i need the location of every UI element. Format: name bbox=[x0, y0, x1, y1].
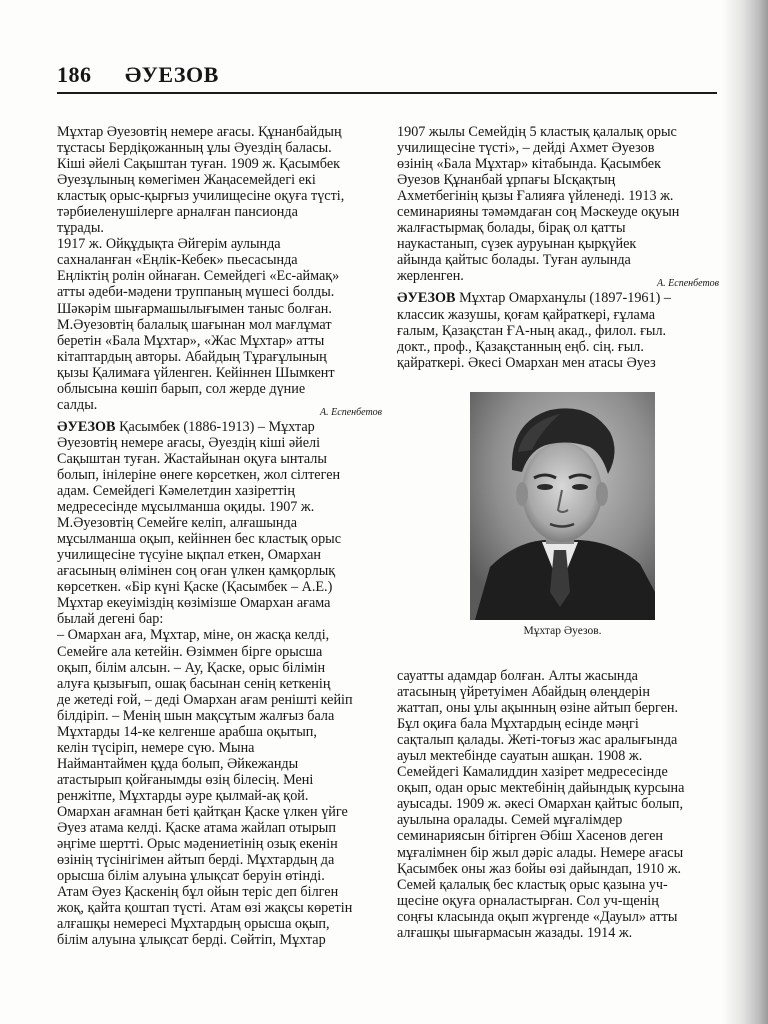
text-line: алғашқы немересі Мұхтардың орысша оқып, bbox=[57, 916, 330, 933]
text-line: Сақыштан туған. Жастайынан оқуға ынталы bbox=[57, 450, 327, 467]
author-signature: А. Еспенбетов bbox=[657, 278, 719, 290]
text-line: Семейдегі Камалиддин хазірет медресесінде bbox=[397, 764, 668, 781]
text-line: мұсылманша оқып, кейіннен бес кластық орыс bbox=[57, 531, 341, 548]
text-line: Қасымбек оны жаз бойы өзі дайындап, 1910 ж. bbox=[397, 860, 682, 877]
text-line: тәрбиеленушілерге арналған пансионда bbox=[57, 204, 298, 221]
paragraph-right-1 bbox=[397, 124, 719, 284]
text-line: әңгіме шертті. Орыс мәдениетінің озық екенін bbox=[57, 836, 338, 853]
entry-title-text: Мұхтар Омарханұлы (1897-1961) – bbox=[455, 290, 671, 307]
text-line: қайраткері. Әкесі Омархан мен атасы Әуез bbox=[397, 354, 656, 371]
text-line: Әуезұлының көмегімен Жаңасемейдегі екі bbox=[57, 172, 316, 189]
portrait-image bbox=[470, 392, 655, 620]
text-line: училищесіне түсуіне ықпал еткен, Омархан bbox=[57, 547, 322, 564]
text-line: адам. Семейдегі Кәмелетдин хазіреттің bbox=[57, 483, 295, 500]
text-line: сақталып қалады. Жеті-тоғыз жас аралығында bbox=[397, 732, 678, 749]
text-line: оқып, білім алсын. – Ау, Қаске, орыс білімін bbox=[57, 659, 326, 676]
text-line: наукастанып, сүзек ауруынан қырқүйек bbox=[397, 236, 637, 253]
text-line: докт., проф., Қазақстанның еңб. сің. ғыл. bbox=[397, 338, 644, 355]
text-line: жоқ, қайта қоштап түсті. Атам өзі жақсы көретін bbox=[57, 900, 353, 917]
entry-title-text: Қасымбек (1886-1913) – Мұхтар bbox=[115, 418, 315, 435]
text-line: ауысады. 1909 ж. әкесі Омархан қайтыс болып, bbox=[397, 796, 684, 813]
text-line: ауылына оралады. Семей мұғалімдер bbox=[397, 812, 623, 829]
text-line: Семей қалалық бес кластық орыс қазына уч- bbox=[397, 876, 668, 893]
text-line: келін түсіріп, немере сүю. Мына bbox=[57, 739, 255, 756]
portrait-photo bbox=[470, 392, 655, 620]
text-line: – Омархан аға, Мұхтар, міне, он жасқа келді, bbox=[57, 627, 330, 644]
text-line: Мұхтар Әуезовтің немере ағасы. Құнанбайдың bbox=[57, 124, 342, 140]
author-signature: А. Еспенбетов bbox=[320, 406, 382, 418]
text-line: кластық орыс-қырғыз училищесіне оқуға түсті, bbox=[57, 188, 345, 205]
text-line: соңғы класында оқып жүргенде «Дауыл» атты bbox=[397, 908, 678, 925]
text-line: 1917 ж. Ойқұдықта Әйгерім аулында bbox=[57, 236, 281, 253]
text-line: орысша білім алуына ұлықсат беруін өтінді. bbox=[57, 868, 325, 885]
text-line: Еңліктің ролін ойнаған. Семейдегі «Ес-аймақ» bbox=[57, 268, 340, 285]
text-line: 1907 жылы Семейдің 5 кластық қалалық орыс bbox=[397, 124, 677, 140]
text-line: Кіші әйелі Сақыштан туған. 1909 ж. Қасымбек bbox=[57, 156, 341, 173]
text-line: Семейге ала кетейін. Өзіммен бірге орысша bbox=[57, 643, 323, 660]
text-line: Мұхтар екеуіміздің көзімізше Омархан ағама bbox=[57, 595, 331, 612]
text-line: училищесіне түсті», – дейді Ахмет Әуезов bbox=[397, 140, 655, 157]
right-column-top bbox=[397, 124, 719, 371]
text-line: жалғастырмақ болады, бірақ ол қатты bbox=[397, 220, 626, 237]
text-line: сахналанған «Еңлік-Кебек» пьесасында bbox=[57, 252, 298, 269]
text-line: айында қайтыс болады. Туған аулында bbox=[397, 252, 631, 269]
text-line: ренжітпе, Мұхтарды әуре қылмай-ақ қой. bbox=[57, 787, 309, 804]
text-line: де жетеді ғой, – деді Омархан ағам ренішті кейіп bbox=[57, 691, 353, 708]
text-line: былай дегені бар: bbox=[57, 611, 164, 628]
portrait-drawing bbox=[470, 392, 655, 620]
text-line: мұғалімнен бір жыл дәріс алады. Немере ағасы bbox=[397, 844, 684, 861]
text-line: Атам Әуез Қаскенің бұл ойын теріс деп білген bbox=[57, 884, 339, 901]
text-line: сауатты адамдар болған. Алты жасында bbox=[397, 668, 638, 684]
text-line: М.Әуезовтің Семейге келіп, алғашында bbox=[57, 515, 298, 532]
text-line: оқып, одан орыс мектебінің дайындық курсына bbox=[397, 780, 685, 797]
text-line: тұрады. bbox=[57, 220, 104, 237]
text-line: Омархан ағамнан беті қайтқан Қаске үлкен үйге bbox=[57, 803, 348, 820]
text-line: семинарияны тәмәмдаған соң Мәскеуде оқуын bbox=[397, 204, 680, 221]
left-column bbox=[57, 124, 382, 948]
text-line: өзінің «Бала Мұхтар» кітабында. Қасымбек bbox=[397, 156, 661, 173]
page-number: 186 bbox=[57, 62, 92, 87]
text-line: Наймантаймен құда болып, Әйкежанды bbox=[57, 755, 299, 772]
text-line: Мұхтарды 14-ке келгенше арабша оқытып, bbox=[57, 723, 317, 740]
text-line: білдіріп. – Менің шын мақсұтым жалғыз бала bbox=[57, 707, 335, 724]
text-line: Әуез атама келді. Қаске атама жайлап отырып bbox=[57, 820, 336, 837]
text-line: Әуезов Құнанбай ұрпағы Ысқақтың bbox=[397, 172, 616, 189]
text-line: ауыл мектебінде сауатын ашқан. 1908 ж. bbox=[397, 748, 643, 765]
text-line: облысына көшіп барып, сол жерде дүние bbox=[57, 380, 306, 397]
text-line: болып, інілеріне өнеге көрсеткен, жол сілтеген bbox=[57, 466, 341, 483]
text-line: ағасының өлімінен соң оған үлкен қамқорлық bbox=[57, 563, 336, 580]
paragraph-left-1 bbox=[57, 124, 382, 413]
text-line: ғалым, Қазақстан ҒА-ның акад., филол. ғыл. bbox=[397, 322, 667, 339]
entry-headword: ӘУЕЗОВ bbox=[397, 290, 456, 307]
text-line: жерленген. bbox=[397, 268, 464, 285]
entry-kasymbek bbox=[57, 419, 382, 949]
photo-caption: Мұхтар Әуезов. bbox=[523, 625, 602, 637]
text-line: салды. bbox=[57, 396, 98, 413]
text-line: беретін «Бала Мұхтар», «Жас Мұхтар» атты bbox=[57, 332, 325, 349]
text-line: семинариясын бітірген Әбіш Хасенов деген bbox=[397, 828, 664, 845]
right-column-bottom bbox=[397, 668, 719, 941]
text-line: атасының үйретуімен Абайдың өлеңдерін bbox=[397, 684, 650, 701]
page-edge-shadow bbox=[722, 0, 768, 1024]
text-line: өзінің түсінігімен айтып берді. Мұхтардың да bbox=[57, 852, 335, 869]
text-line: медресесінде мұсылманша оқиды. 1907 ж. bbox=[57, 499, 315, 516]
text-line: Ахметбегінің қызы Ғалияға үйленеді. 1913 ж. bbox=[397, 188, 674, 205]
text-line: Шәкәрім шығармашылығымен таныс болған. bbox=[57, 300, 332, 317]
text-line: жаттап, оны ұлы ақынның өзіне айтып берген. bbox=[397, 700, 679, 717]
text-line: М.Әуезовтің балалық шағынан мол мағлұмат bbox=[57, 316, 332, 333]
text-line: атастырып қойғанымды өзің білесің. Мені bbox=[57, 771, 314, 788]
text-line: алғашқы шығармасын жазады. 1914 ж. bbox=[397, 924, 633, 941]
text-line: Бұл оқиға бала Мұхтардың есінде мәңгі bbox=[397, 716, 639, 733]
text-line: тұстасы Бердіқожанның ұлы Әуездің баласы. bbox=[57, 140, 332, 157]
text-line: щесіне оқуға орналастырған. Сол уч-щенің bbox=[397, 892, 659, 909]
text-line: алуға қызығып, ошақ басынан сенің кеткенің bbox=[57, 675, 331, 692]
entry-first-line bbox=[57, 419, 382, 435]
running-head: ӘУЕЗОВ bbox=[125, 62, 219, 87]
page-header bbox=[57, 62, 717, 94]
text-line: классик жазушы, қоғам қайраткері, ғұлама bbox=[397, 306, 656, 323]
entry-headword: ӘУЕЗОВ bbox=[57, 418, 116, 435]
text-line: білім алуына ұлықсат берді. Сөйтіп, Мұхтар bbox=[57, 932, 326, 949]
entry-mukhtar bbox=[397, 290, 719, 370]
text-line: кітаптардың авторы. Абайдың Тұрағұлының bbox=[57, 348, 327, 365]
text-line: Әуезовтің немере ағасы, Әуездің кіші әйелі bbox=[57, 434, 321, 451]
text-line: қызы Қалимаға үйленген. Кейіннен Шымкент bbox=[57, 364, 335, 381]
entry-first-line bbox=[397, 290, 719, 306]
text-line: көрсеткен. «Бір күні Қаске (Қасымбек – А.Е.) bbox=[57, 579, 333, 596]
text-line: атты әдеби-мәдени труппаның мүшесі болды. bbox=[57, 284, 335, 301]
